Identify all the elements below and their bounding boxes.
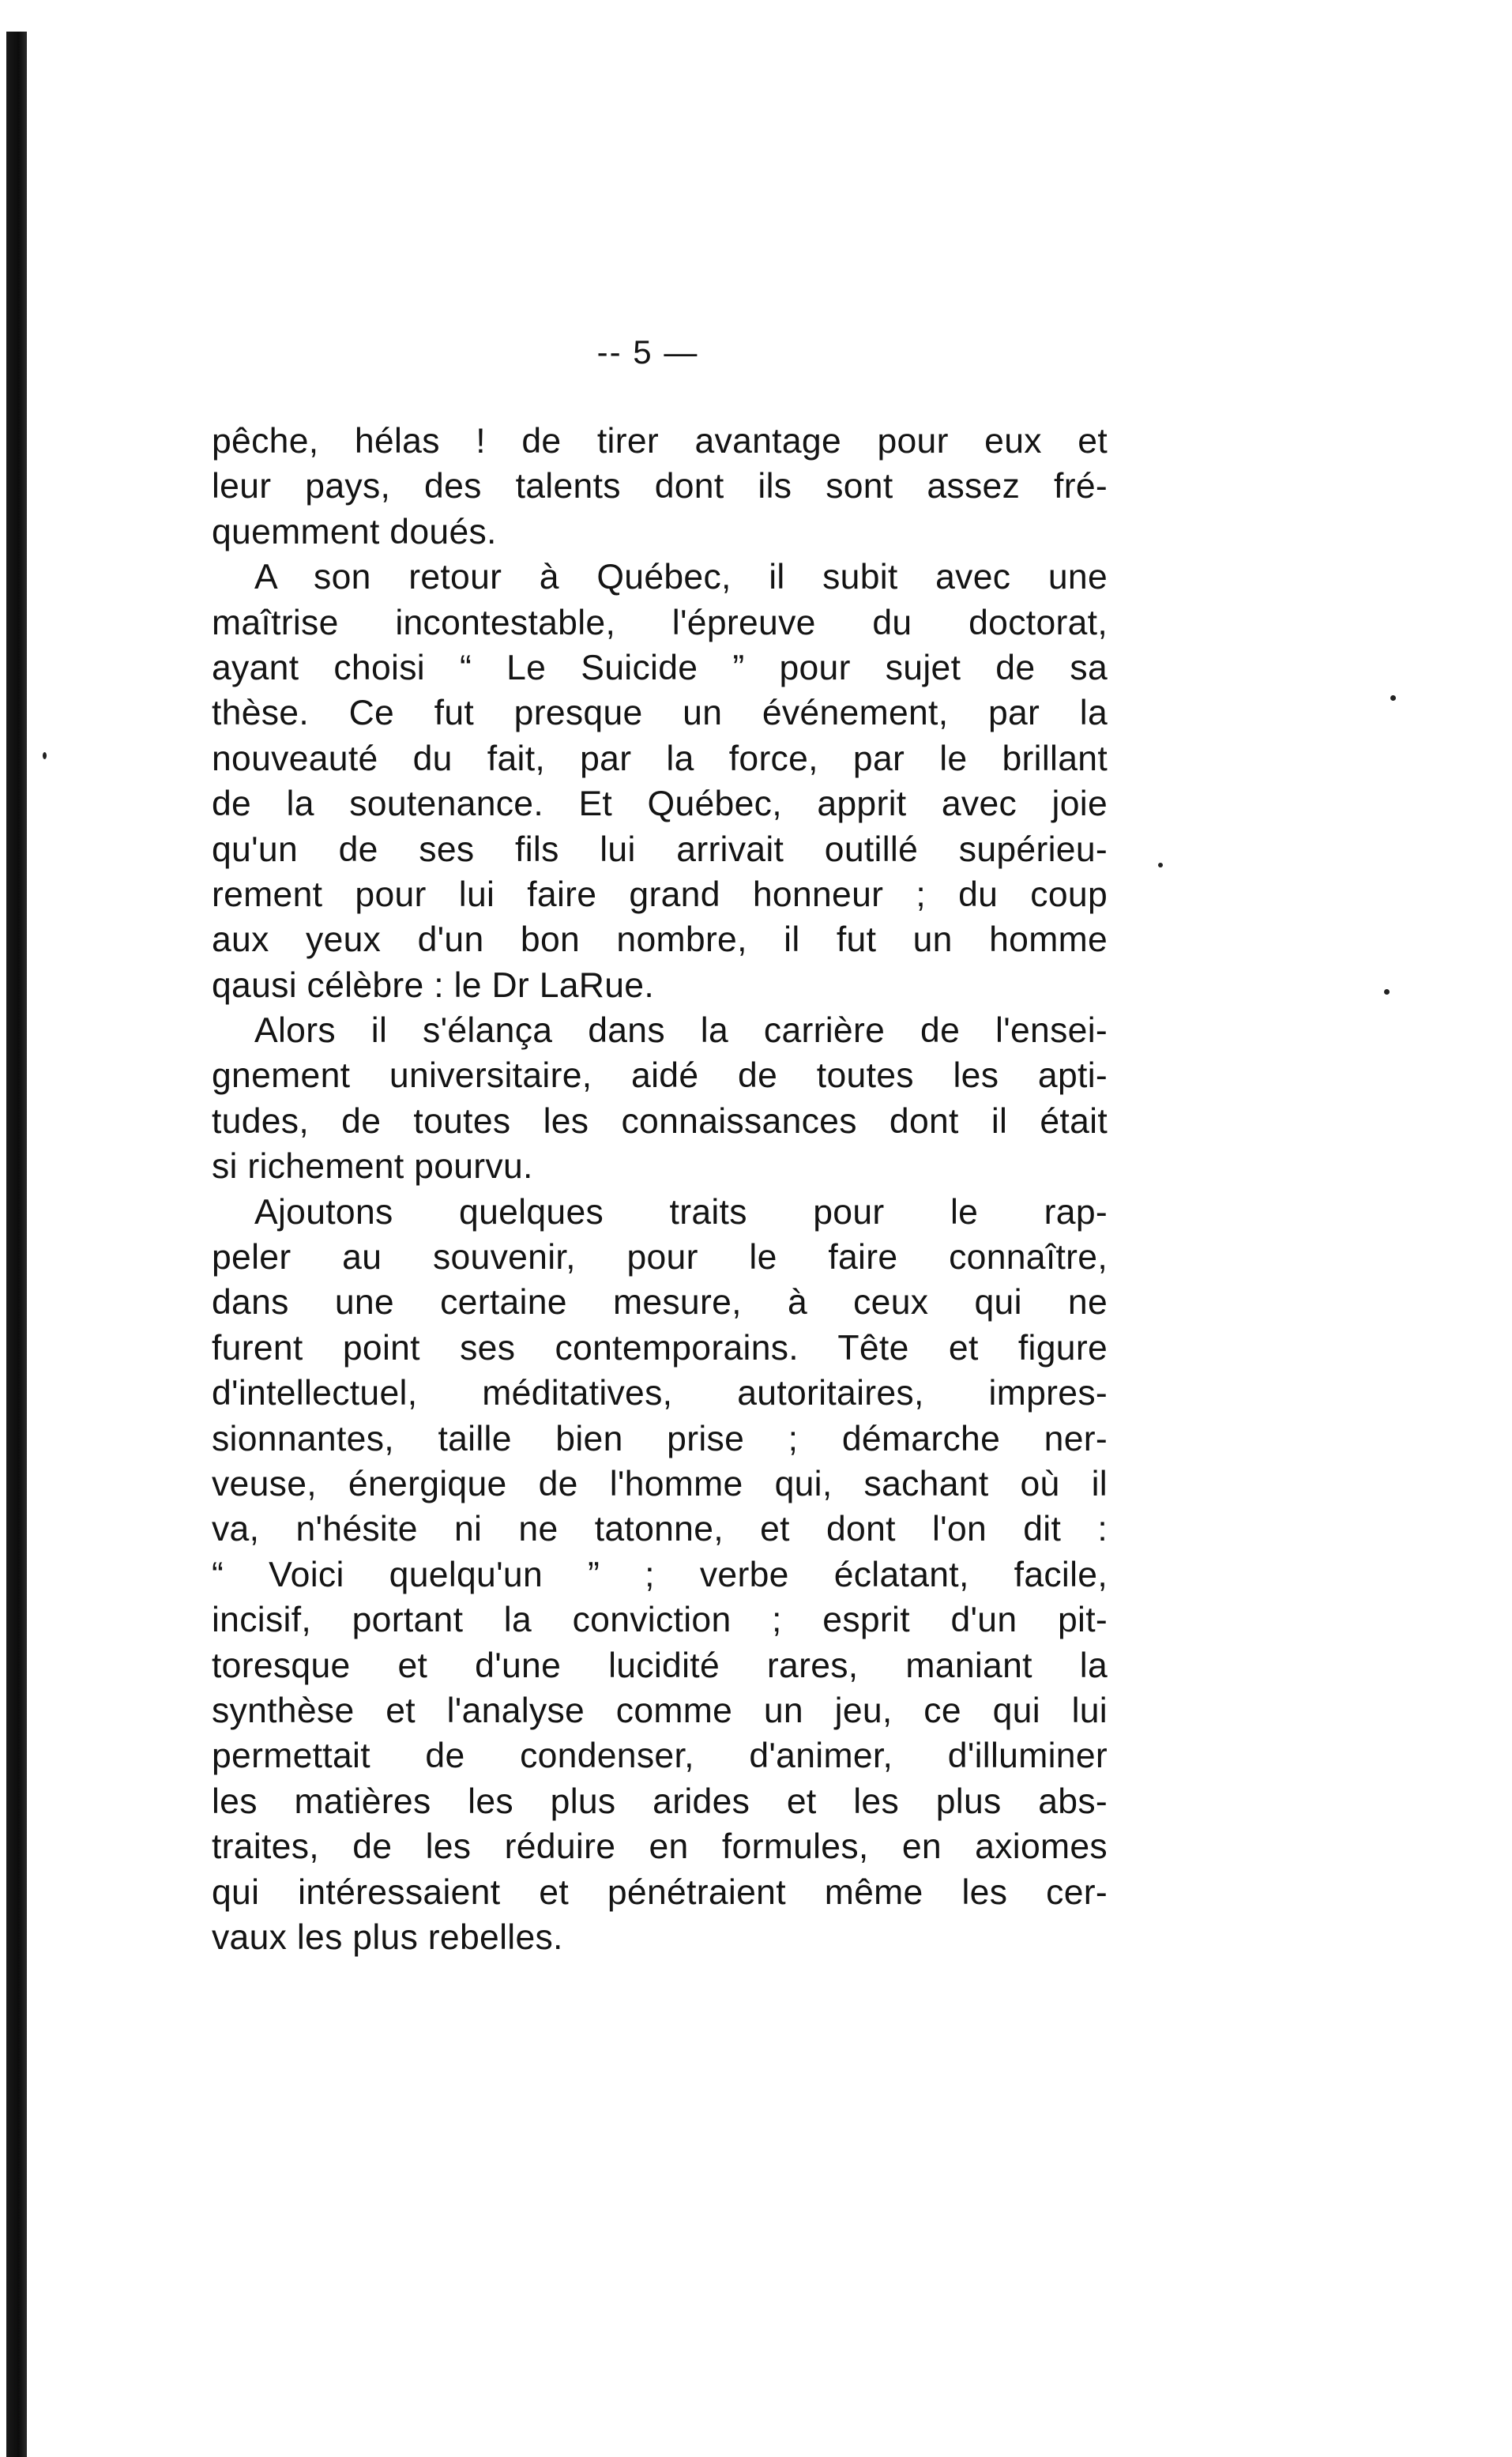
text-line: qausi célèbre : le Dr LaRue. xyxy=(212,965,654,1005)
text-line: qui intéressaient et pénétraient même les cer- xyxy=(212,1872,1108,1912)
text-line: quemment doués. xyxy=(212,512,497,551)
text-line: ayant choisi “ Le Suicide ” pour sujet de sa xyxy=(212,648,1108,687)
text-line: synthèse et l'analyse comme un jeu, ce qui lui xyxy=(212,1691,1108,1730)
text-line: furent point ses contemporains. Tête et figure xyxy=(212,1328,1108,1368)
text-line: si richement pourvu. xyxy=(212,1147,533,1187)
binding-edge-shadow xyxy=(6,32,27,2457)
text-line: les matières les plus arides et les plus abs- xyxy=(212,1782,1108,1821)
text-line: thèse. Ce fut presque un événement, par la xyxy=(212,694,1108,733)
text-line: peler au souvenir, pour le faire connaître, xyxy=(212,1238,1108,1277)
body-text xyxy=(212,419,1108,1960)
scan-speck xyxy=(1158,863,1163,867)
text-line: maîtrise incontestable, l'épreuve du doctorat, xyxy=(212,603,1108,642)
text-line: traites, de les réduire en formules, en axiomes xyxy=(212,1827,1108,1867)
text-line: “ Voici quelqu'un ” ; verbe éclatant, facile, xyxy=(212,1555,1108,1594)
text-line: toresque et d'une lucidité rares, maniant la xyxy=(212,1646,1108,1685)
text-line: qu'un de ses fils lui arrivait outillé supérieu- xyxy=(212,830,1108,869)
text-line: de la soutenance. Et Québec, apprit avec joie xyxy=(212,785,1108,824)
text-line: vaux les plus rebelles. xyxy=(212,1917,563,1957)
text-line: permettait de condenser, d'animer, d'illuminer xyxy=(212,1736,1108,1776)
paragraph-1 xyxy=(212,419,1108,555)
text-line: sionnantes, taille bien prise ; démarche ner- xyxy=(212,1419,1108,1458)
text-line: rement pour lui faire grand honneur ; du coup xyxy=(212,875,1108,914)
text-line: gnement universitaire, aidé de toutes les apti- xyxy=(212,1056,1108,1096)
text-line: va, n'hésite ni ne tatonne, et dont l'on dit : xyxy=(212,1510,1108,1549)
text-line: leur pays, des talents dont ils sont assez fré- xyxy=(212,467,1108,506)
scan-speck xyxy=(1390,695,1396,701)
text-line: dans une certaine mesure, à ceux qui ne xyxy=(212,1283,1108,1323)
paragraph-2 xyxy=(212,555,1108,1008)
page-number: -- 5 — xyxy=(596,333,699,371)
text-line: incisif, portant la conviction ; esprit d'un pit- xyxy=(212,1601,1108,1640)
text-line: Alors il s'élança dans la carrière de l'ensei- xyxy=(254,1011,1108,1051)
text-line: veuse, énergique de l'homme qui, sachant où il xyxy=(212,1464,1108,1503)
paragraph-3 xyxy=(212,1008,1108,1190)
text-line: Ajoutons quelques traits pour le rap- xyxy=(254,1192,1108,1232)
text-line: d'intellectuel, méditatives, autoritaires, impres- xyxy=(212,1374,1108,1413)
scan-speck xyxy=(1384,989,1390,995)
paragraph-4 xyxy=(212,1190,1108,1961)
text-line: nouveauté du fait, par la force, par le brillant xyxy=(212,739,1108,778)
text-line: tudes, de toutes les connaissances dont il était xyxy=(212,1101,1108,1141)
text-line: A son retour à Québec, il subit avec une xyxy=(254,558,1108,597)
text-line: pêche, hélas ! de tirer avantage pour eux et xyxy=(212,422,1108,461)
text-line: aux yeux d'un bon nombre, il fut un homme xyxy=(212,920,1108,960)
scan-speck xyxy=(43,752,47,759)
